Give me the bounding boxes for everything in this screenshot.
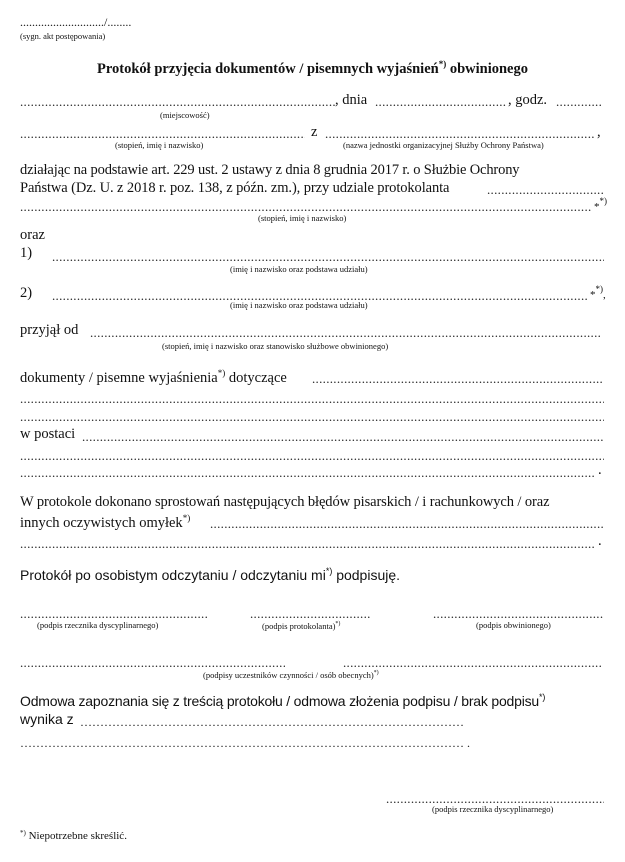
participant-2-caption: (imię i nazwisko oraz podstawa udziału)	[230, 300, 368, 310]
legal-basis-line2: Państwa (Dz. U. z 2018 r. poz. 138, z późn. zm.), przy udziale protokolanta	[20, 180, 450, 196]
refusal-field-2[interactable]: ………………………………………………………………………………………………… .	[20, 737, 470, 749]
participant-2-number: 2)	[20, 285, 33, 301]
participant-1-field[interactable]	[52, 250, 604, 263]
documents-field-1[interactable]	[312, 372, 604, 385]
clerk-field-a[interactable]	[487, 183, 605, 196]
date-field[interactable]	[375, 95, 507, 108]
refusal-line2-label: wynika z	[20, 711, 74, 727]
form-field-2[interactable]	[20, 449, 604, 462]
accused-field[interactable]	[90, 326, 602, 339]
documents-label: dokumenty / pisemne wyjaśnienia*) dotyczące	[20, 368, 287, 386]
form-period: .	[598, 462, 602, 478]
corrections-line1: W protokole dokonano sprostowań następujących błędów pisarskich / i rachunkowych / oraz	[20, 494, 550, 510]
hour-label: , godz.	[508, 92, 548, 108]
form-field-3[interactable]	[20, 466, 594, 479]
refusal-line1: Odmowa zapoznania się z treścią protokołu / odmowa złożenia podpisu / brak podpisu*)	[20, 692, 546, 709]
agent-signature-caption: (podpis rzecznika dyscyplinarnego)	[37, 620, 159, 630]
final-agent-signature-caption: (podpis rzecznika dyscyplinarnego)	[432, 804, 554, 814]
clerk-sup: **)	[594, 196, 607, 213]
reading-statement: Protokół po osobistym odczytaniu / odczytaniu mi*) podpisuję.	[20, 566, 401, 583]
documents-field-2[interactable]	[20, 392, 604, 405]
place-caption: (miejscowość)	[160, 110, 210, 120]
footnote: *) Niepotrzebne skreślić.	[20, 829, 127, 842]
place-field[interactable]	[20, 95, 335, 108]
corrections-field-2[interactable]	[20, 537, 594, 550]
case-number-caption: (sygn. akt postępowania)	[20, 31, 106, 41]
interviewer-field[interactable]	[20, 127, 305, 140]
corrections-period: .	[598, 533, 602, 549]
participants-signature-caption: (podpisy uczestników czynności / osób obecnych)*)	[203, 670, 379, 680]
corrections-field-1[interactable]	[210, 517, 604, 530]
hour-field[interactable]	[556, 95, 603, 108]
clerk-field-b[interactable]	[20, 200, 592, 213]
participants-signature-field-2[interactable]	[343, 656, 603, 669]
interviewer-caption: (stopień, imię i nazwisko)	[115, 140, 204, 150]
unit-caption: (nazwa jednostki organizacyjnej Służby Ochrony Państwa)	[343, 140, 544, 150]
documents-field-3[interactable]	[20, 410, 604, 423]
participants-signature-field-1[interactable]	[20, 656, 285, 669]
accused-signature-field[interactable]	[433, 607, 603, 620]
legal-basis-line1: działając na podstawie art. 229 ust. 2 ustawy z dnia 8 grudnia 2017 r. o Służbie Ochrony	[20, 162, 520, 178]
refusal-field-1[interactable]: ……………………………………………………………………………………	[80, 716, 464, 728]
comma: ,	[597, 124, 601, 140]
case-number-line: ............................/........	[20, 15, 132, 29]
form-label: w postaci	[20, 426, 76, 442]
accused-caption: (stopień, imię i nazwisko oraz stanowisko służbowe obwinionego)	[162, 341, 389, 351]
participant-1-caption: (imię i nazwisko oraz podstawa udziału)	[230, 264, 368, 274]
corrections-line2: innych oczywistych omyłek*)	[20, 513, 191, 531]
form-field-1[interactable]	[82, 430, 604, 443]
z-label: z	[311, 124, 318, 140]
accused-signature-caption: (podpis obwinionego)	[476, 620, 551, 630]
participant-2-sup: **),	[590, 284, 606, 301]
clerk-signature-field[interactable]	[250, 607, 370, 620]
date-label: , dnia	[335, 92, 368, 108]
clerk-signature-caption: (podpis protokolanta)*)	[262, 621, 341, 631]
oraz-label: oraz	[20, 227, 45, 243]
page-title: Protokół przyjęcia dokumentów / pisemnych wyjaśnień*) obwinionego	[97, 59, 528, 77]
unit-field[interactable]	[325, 127, 595, 140]
agent-signature-field[interactable]	[20, 607, 208, 620]
accepted-from-label: przyjął od	[20, 322, 79, 338]
participant-1-number: 1)	[20, 245, 33, 261]
clerk-caption: (stopień, imię i nazwisko)	[258, 213, 347, 223]
